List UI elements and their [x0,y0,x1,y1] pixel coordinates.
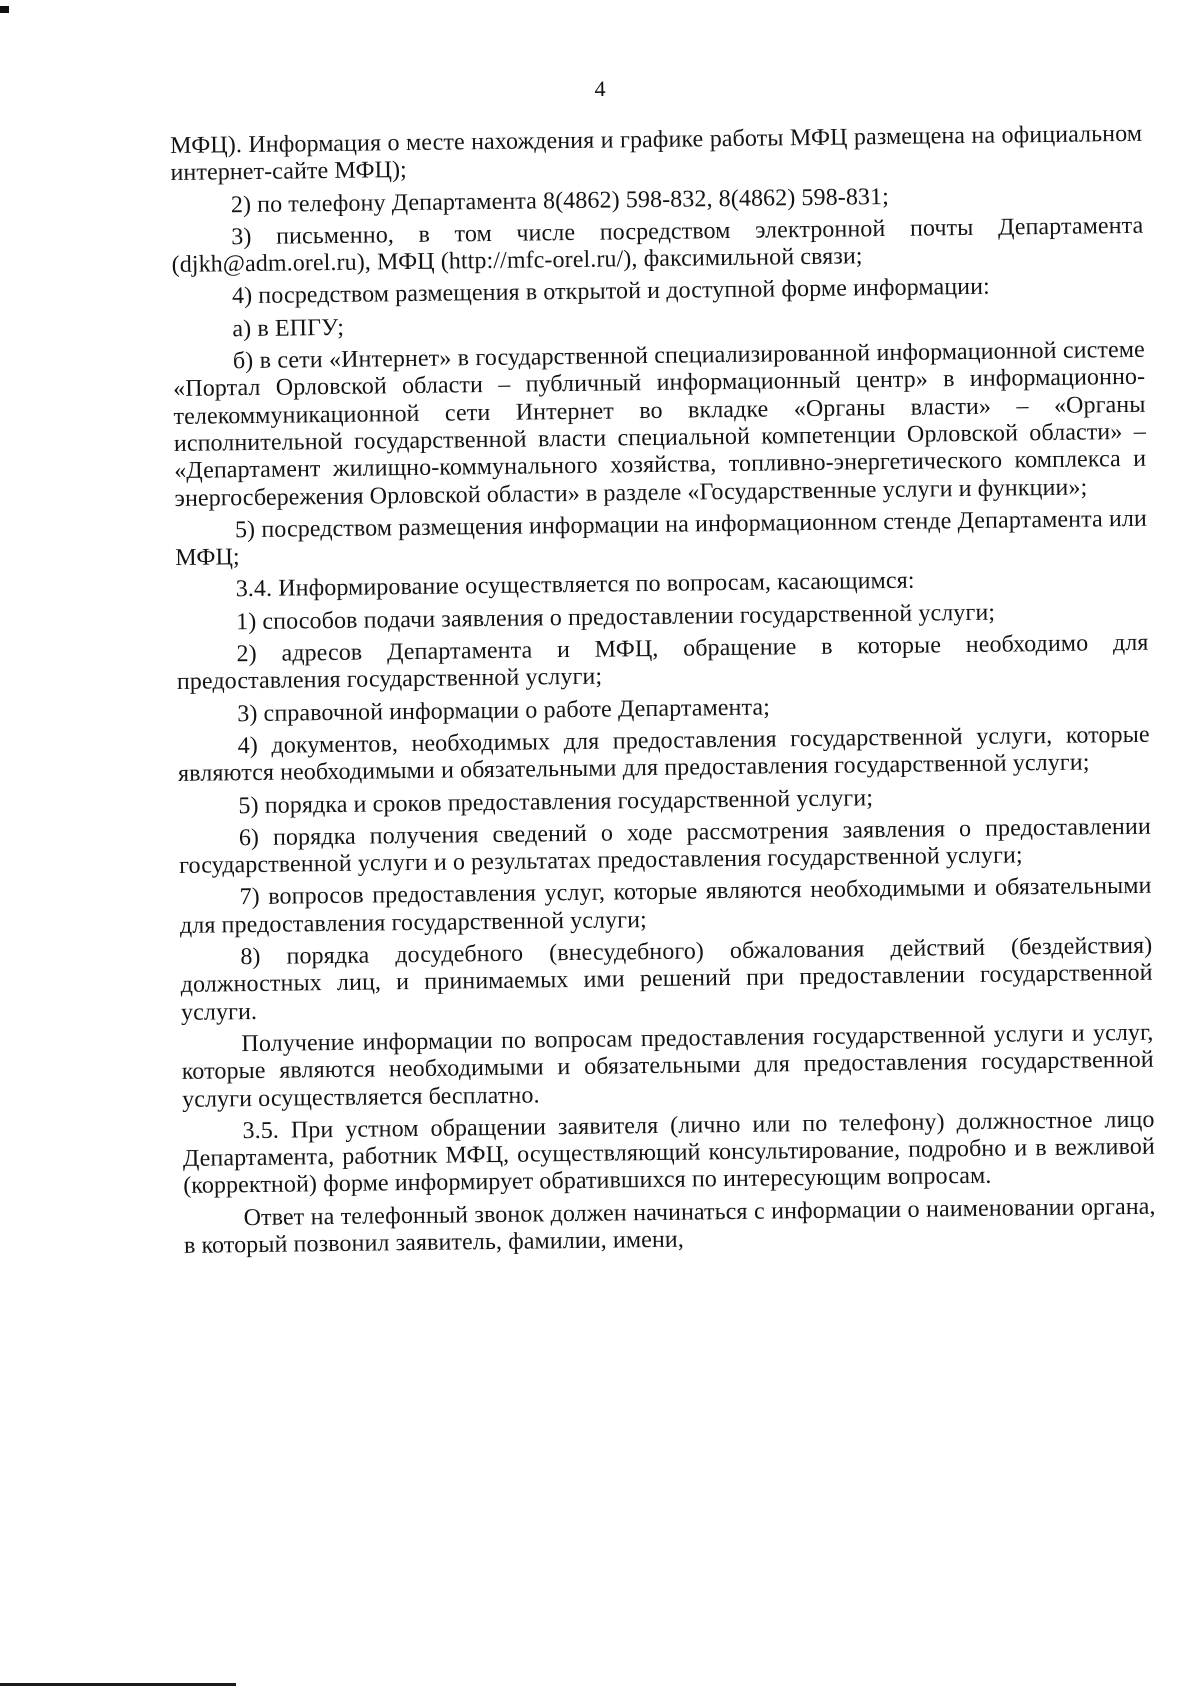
paragraph-free-info: Получение информации по вопросам предоставления государственной услуги и услуг, которые являются необходимыми и обязательными для предоставления государственной услуги осуществляется бесплатно. [181,1019,1154,1113]
list-item-7: 7) вопросов предоставления услуг, которые являются необходимыми и обязательными для предоставления государственной услуги; [179,873,1152,939]
paragraph-open-info: 4) посредством размещения в открытой и доступной форме информации: [231,274,991,310]
list-item-4: 4) документов, необходимых для предоставления государственной услуги, которые являются необходимыми и обязательными для предоставления государственной услуги; [177,721,1150,788]
list-item-8: 8) порядка досудебного (внесудебного) обжалования действий (бездействия) должностных лиц, и принимаемых ими решений при предоставлении государственной услуги. [180,932,1153,1026]
page-number: 4 [594,75,606,102]
list-item-1: 1) способов подачи заявления о предоставлении государственной услуги; [235,599,996,635]
list-item-6: 6) порядка получения сведений о ходе рассмотрения заявления о предоставлении государственной услуги и о результатах предоставления государственной услуги; [179,813,1151,880]
list-item-3: 3) справочной информации о работе Департамента; [237,694,771,727]
paragraph-phone: 2) по телефону Департамента 8(4862) 598-832, 8(4862) 598-831; [230,183,890,218]
section-3-5-paragraph: 3.5. При устном обращении заявителя (лично или по телефону) должностное лицо Департамента, работник МФЦ, осуществляющий консультирование, подробно и в вежливой (корректной) форме информирует обратившихся по интересующим вопросам. [182,1106,1155,1200]
paragraph-mfc-continuation: МФЦ). Информация о месте нахождения и графике работы МФЦ размещена на официальном интернет-сайте МФЦ); [170,120,1143,187]
paragraph-info-stand: 5) посредством размещения информации на информационном стенде Департамента или МФЦ; [175,505,1148,572]
paragraph-epgu: а) в ЕПГУ; [232,314,345,343]
list-item-5: 5) порядка и сроков предоставления государственной услуги; [238,784,874,819]
paragraph-internet-portal: б) в сети «Интернет» в государственной специализированной информационной системе «Портал Орловской области – публичный информационный центр» в информационно-телекоммуникационной сети Интернет во вкладке «Органы власти» – «Органы исполнительной государственной власти специальной компетенции Орловской области» – «Департамент жилищно-коммунального хозяйства, топливно-энергетического комплекса и энергосбережения Орловской области» в разделе «Государственные услуги и функции»; [173,336,1147,512]
scan-edge-line [0,1683,236,1686]
scan-mark [0,6,9,13]
list-item-2: 2) адресов Департамента и МФЦ, обращение в которые необходимо для предоставления государственной услуги; [176,629,1149,696]
document-body [170,121,1156,1265]
section-3-4-heading: 3.4. Информирование осуществляется по вопросам, касающимся: [235,568,915,603]
paragraph-phone-answer: Ответ на телефонный звонок должен начинаться с информации о наименовании органа, в который позвонил заявитель, фамилии, имени, [183,1193,1156,1259]
paragraph-written: 3) письменно, в том числе посредством электронной почты Департамента (djkh@adm.orel.ru), МФЦ (http://mfc-orel.ru/), факсимильной связи; [171,212,1144,279]
